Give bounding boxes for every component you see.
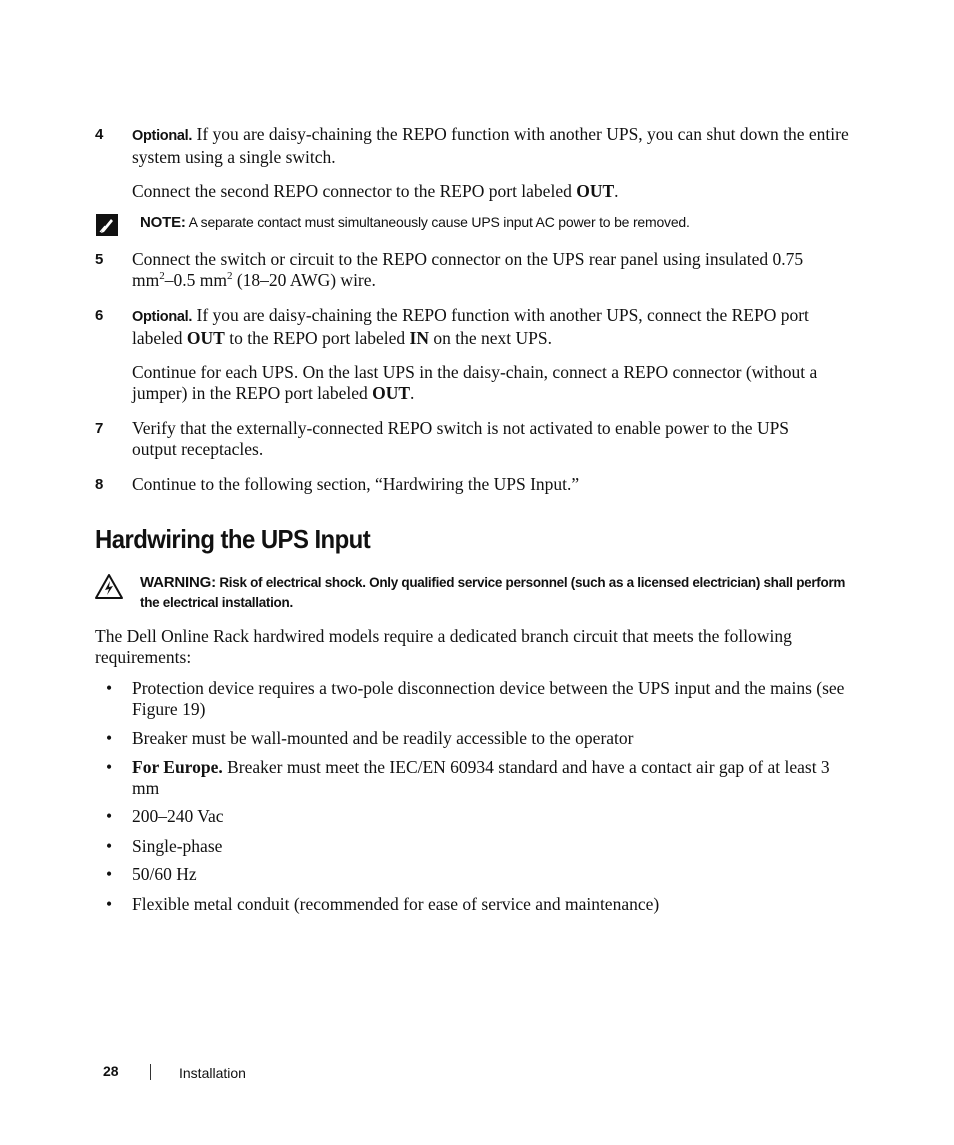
bullet-item-2: Breaker must be wall-mounted and be readily accessible to the operator (132, 728, 634, 748)
port-label-out: OUT (186, 328, 225, 348)
step-8-text: Continue to the following section, “Hardwiring the UPS Input.” (132, 474, 580, 494)
step-number-6: 6 (95, 307, 104, 324)
warning-text (140, 573, 860, 613)
bullet-marker: • (106, 678, 113, 698)
step-6-para2-end: . (410, 383, 415, 403)
step-4-para2-text: Connect the second REPO connector to the REPO port labeled (132, 181, 577, 201)
step-number-8: 8 (95, 476, 104, 493)
page-number: 28 (103, 1063, 119, 1079)
bullet-marker: • (106, 728, 113, 748)
warning-body: Risk of electrical shock. Only qualified service personnel (such as a licensed electrician) shall perform the electrical installation. (140, 575, 846, 610)
step-6-text (132, 305, 862, 349)
step-number-4: 4 (95, 126, 104, 143)
step-6-part3: on the next UPS. (429, 328, 552, 348)
port-label-in: IN (409, 328, 429, 348)
footer-section-name: Installation (179, 1065, 246, 1081)
step-4-body: If you are daisy-chaining the REPO function with another UPS, you can shut down the entire system using a single switch. (132, 124, 849, 167)
step-7-text: Verify that the externally-connected REPO switch is not activated to enable power to the UPS output receptacles. (132, 418, 790, 459)
optional-label: Optional. (132, 309, 193, 325)
superscript: 2 (226, 270, 233, 283)
warning-icon (94, 573, 124, 600)
bullet-marker: • (106, 806, 113, 826)
port-label-out: OUT (576, 181, 615, 201)
step-5-part1: Connect the switch or circuit to the REPO connector on the UPS rear panel using insulated 0.75 mm (132, 249, 804, 290)
bullet-3-label: For Europe. (132, 757, 223, 777)
bullet-marker: • (106, 864, 113, 884)
bullet-item-5: Single-phase (132, 836, 223, 856)
bullet-marker: • (106, 757, 113, 777)
superscript: 2 (159, 270, 165, 283)
note-body: A separate contact must simultaneously cause UPS input AC power to be removed. (185, 214, 690, 230)
section-heading: Hardwiring the UPS Input (95, 524, 371, 554)
note-text (140, 214, 690, 231)
step-5-text (132, 249, 822, 291)
step-6-para2-text: Continue for each UPS. On the last UPS in the daisy-chain, connect a REPO connector (without a jumper) in the REPO port labeled (132, 362, 818, 403)
note-label: NOTE: (140, 214, 186, 231)
bullet-item-3 (132, 757, 857, 799)
optional-label: Optional. (132, 128, 193, 144)
port-label-out: OUT (372, 383, 411, 403)
bullet-marker: • (106, 894, 113, 914)
bullet-item-7: Flexible metal conduit (recommended for ease of service and maintenance) (132, 894, 660, 914)
note-icon (96, 214, 118, 236)
warning-label: WARNING: (140, 574, 216, 591)
footer-divider (150, 1064, 151, 1080)
bullet-3-body: Breaker must meet the IEC/EN 60934 standard and have a contact air gap of at least 3 mm (132, 757, 830, 798)
bullet-item-6: 50/60 Hz (132, 864, 197, 884)
intro-paragraph: The Dell Online Rack hardwired models require a dedicated branch circuit that meets the following requirements: (95, 626, 792, 667)
step-4-text (132, 124, 862, 168)
step-6-part2: to the REPO port labeled (224, 328, 410, 348)
step-number-5: 5 (95, 251, 104, 268)
step-4-para2 (132, 181, 862, 202)
step-4-para2-end: . (614, 181, 619, 201)
step-6-para2 (132, 362, 862, 404)
bullet-item-1: Protection device requires a two-pole disconnection device between the UPS input and the mains (see Figure 19) (132, 678, 845, 719)
bullet-marker: • (106, 836, 113, 856)
step-5-part2: –0.5 mm (164, 270, 227, 290)
step-number-7: 7 (95, 420, 104, 437)
bullet-item-4: 200–240 Vac (132, 806, 224, 826)
step-6-part1: If you are daisy-chaining the REPO function with another UPS, connect the REPO port labeled (132, 305, 809, 348)
step-5-part3: (18–20 AWG) wire. (232, 270, 376, 290)
